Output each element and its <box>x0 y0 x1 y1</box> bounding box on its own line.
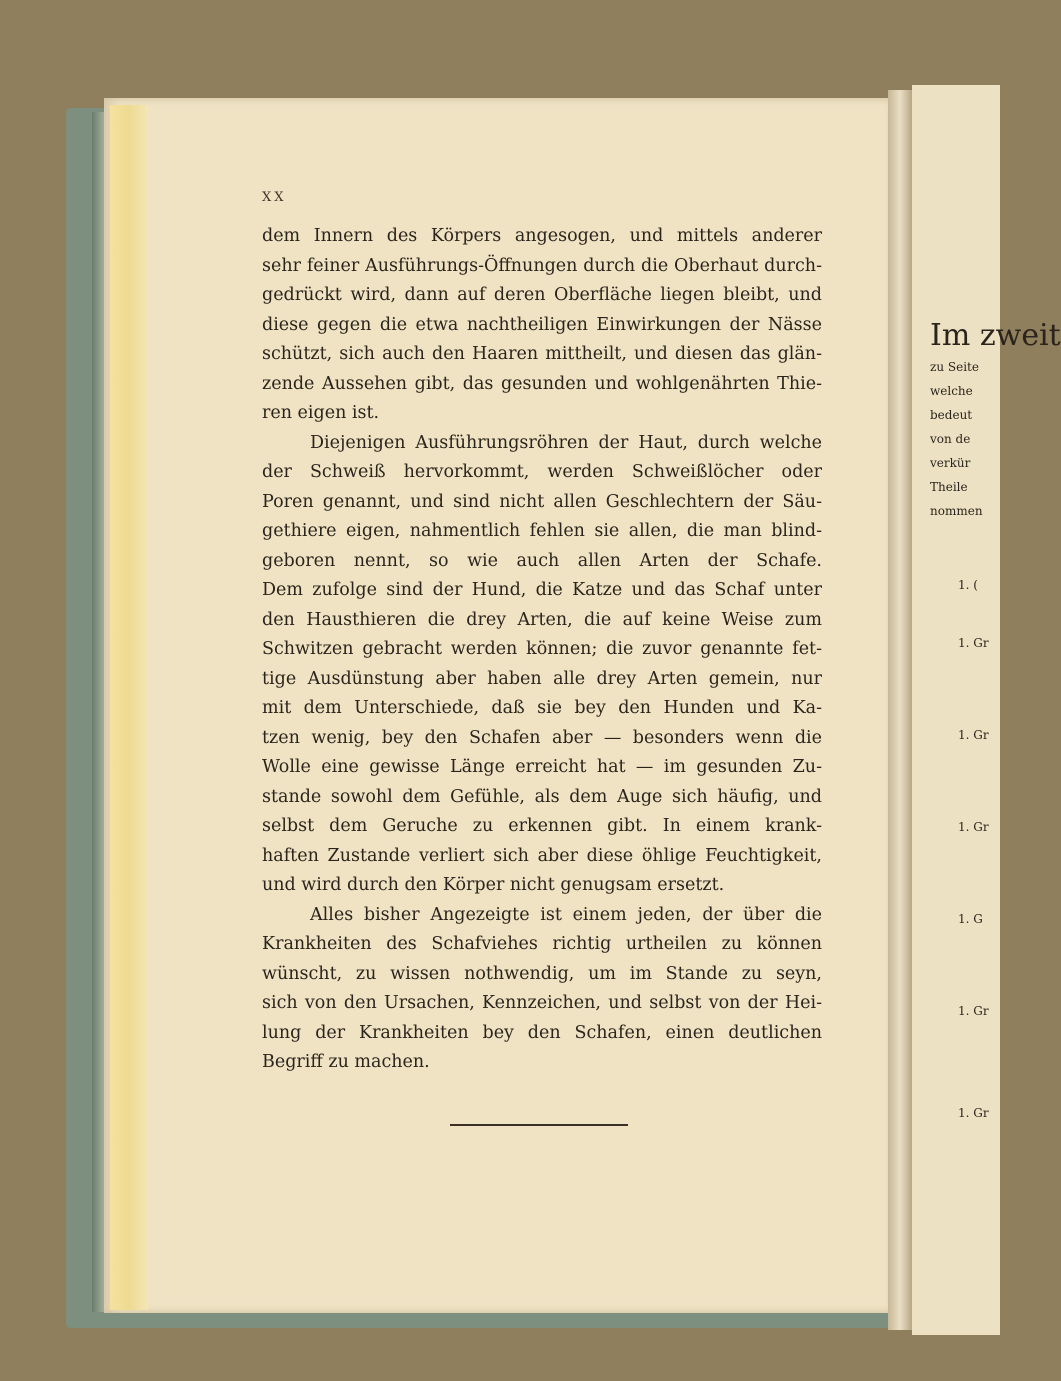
text-line: schützt, sich auch den Haaren mittheilt, und diesen das glän- <box>262 344 822 364</box>
text-line: mit dem Unterschiede, daß sie bey den Hunden und Ka- <box>262 698 822 718</box>
facing-page-fragment: Theile <box>930 480 968 494</box>
text-line: Wolle eine gewisse Länge erreicht hat — im gesunden Zu- <box>262 757 822 777</box>
text-line: geboren nennt, so wie auch allen Arten der Schafe. <box>262 550 822 571</box>
text-line: selbst dem Geruche zu erkennen gibt. In einem krank- <box>262 816 822 836</box>
facing-page-fragment: 1. Gr <box>958 728 989 742</box>
text-line: tzen wenig, bey den Schafen aber — besonders wenn die <box>262 727 822 748</box>
facing-page-fragment: 1. Gr <box>958 1106 989 1120</box>
text-line: zende Aussehen gibt, das gesunden und wohlgenährten Thie- <box>262 373 822 394</box>
facing-page-fragment: 1. Gr <box>958 636 989 650</box>
text-line: haften Zustande verliert sich aber diese öhlige Feuchtigkeit, <box>262 845 822 866</box>
text-line: sich von den Ursachen, Kennzeichen, und selbst von der Hei- <box>262 993 822 1013</box>
body-text <box>262 222 822 1078</box>
facing-page-fragment: von de <box>930 432 971 446</box>
text-line: Poren genannt, und sind nicht allen Geschlechtern der Säu- <box>262 491 822 512</box>
text-line: Alles bisher Angezeigte ist einem jeden, der über die <box>310 904 822 925</box>
text-line: gedrückt wird, dann auf deren Oberfläche liegen bleibt, und <box>262 285 822 305</box>
text-line: Diejenigen Ausführungsröhren der Haut, durch welche <box>310 432 822 453</box>
text-line: Begriff zu machen. <box>262 1052 430 1072</box>
facing-page-fragment: 1. ( <box>958 578 978 592</box>
page-stack-edge <box>110 105 148 1310</box>
text-line: den Hausthieren die drey Arten, die auf keine Weise zum <box>262 609 822 630</box>
text-line: diese gegen die etwa nachtheiligen Einwirkungen der Nässe <box>262 314 822 335</box>
text-line: der Schweiß hervorkommt, werden Schweißlöcher oder <box>262 462 822 482</box>
text-line: und wird durch den Körper nicht genugsam ersetzt. <box>262 875 725 895</box>
text-line: tige Ausdünstung aber haben alle drey Arten gemein, nur <box>262 668 822 689</box>
facing-page-fragment: 1. Gr <box>958 1004 989 1018</box>
text-line: Dem zufolge sind der Hund, die Katze und das Schaf unter <box>262 580 822 600</box>
text-line: ren eigen ist. <box>262 403 380 423</box>
text-line: lung der Krankheiten bey den Schafen, einen deutlichen <box>262 1022 822 1043</box>
section-end-rule <box>450 1124 628 1126</box>
text-line: gethiere eigen, nahmentlich fehlen sie allen, die man blind- <box>262 521 822 541</box>
text-line: stande sowohl dem Gefühle, als dem Auge sich häufig, und <box>262 786 822 807</box>
facing-page-fragment: verkür <box>930 456 971 470</box>
text-line: dem Innern des Körpers angesogen, und mittels anderer <box>262 226 822 246</box>
facing-page-fragment: nommen <box>930 504 983 518</box>
text-line: sehr feiner Ausführungs-Öffnungen durch die Oberhaut durch- <box>262 255 822 276</box>
facing-page-fragment: 1. Gr <box>958 820 989 834</box>
facing-page-fragment: 1. G <box>958 912 983 926</box>
facing-page <box>912 85 1061 1335</box>
facing-page-fragment: bedeut <box>930 408 973 422</box>
facing-page-fragment: Im zweit <box>930 318 1061 353</box>
book-gutter <box>888 90 912 1330</box>
facing-page-fragment: welche <box>930 384 973 398</box>
text-line: Schwitzen gebracht werden können; die zuvor genannte fet- <box>262 639 822 659</box>
page-number: XX <box>262 190 287 205</box>
text-line: wünscht, zu wissen nothwendig, um im Stande zu seyn, <box>262 963 822 984</box>
text-line: Krankheiten des Schafviehes richtig urtheilen zu können <box>262 934 822 954</box>
facing-page-fragment: zu Seite <box>930 360 979 374</box>
cover-edge <box>92 112 104 1312</box>
